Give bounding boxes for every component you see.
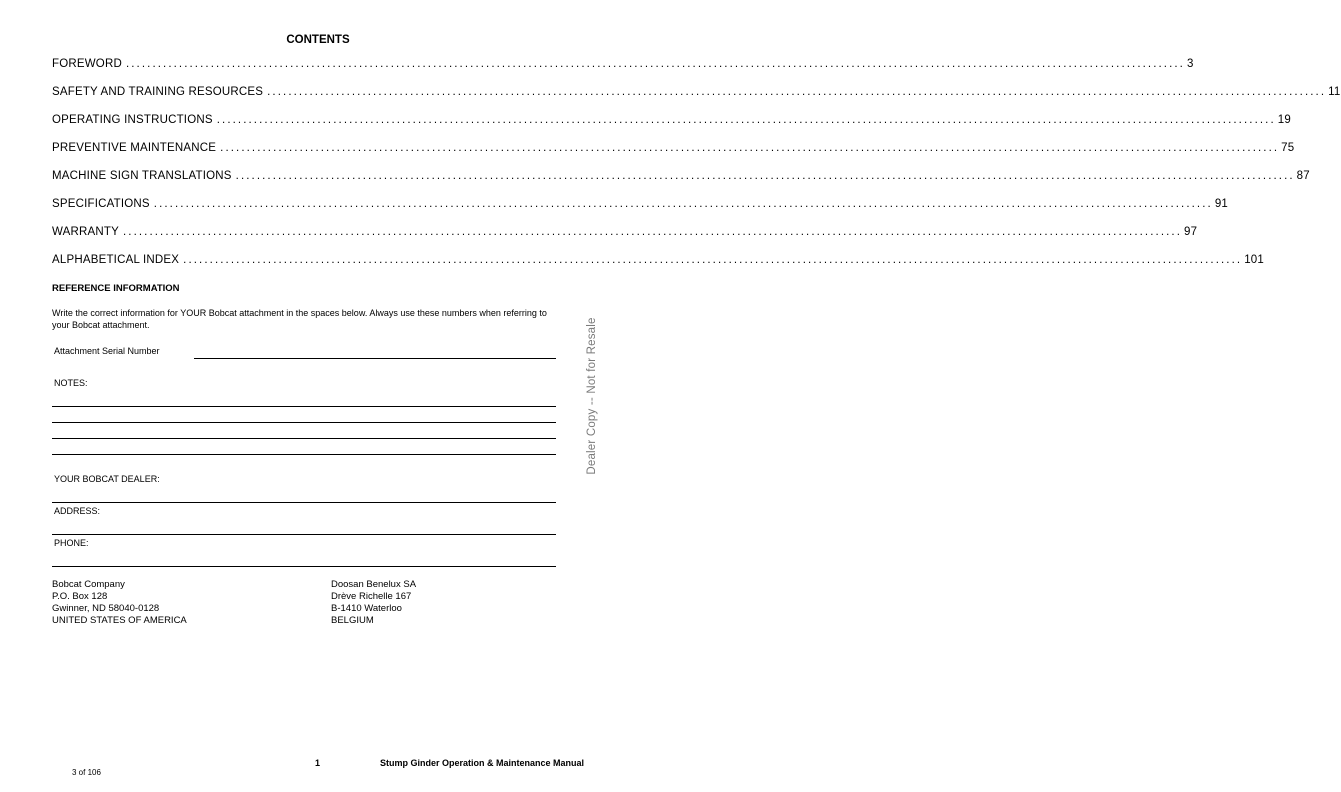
- toc-leader-dots: ........................................................................................................................................................................................................: [122, 226, 1182, 238]
- toc-entry-label: SPECIFICATIONS: [52, 198, 150, 210]
- notes-line[interactable]: [52, 422, 556, 423]
- address-label: ADDRESS:: [54, 506, 101, 516]
- address-line-text: Gwinner, ND 58040-0128: [52, 603, 160, 614]
- dealer-copy-watermark: Dealer Copy -- Not for Resale: [586, 317, 598, 475]
- toc-entry-sign-translations[interactable]: [52, 170, 1310, 198]
- toc-leader-dots: ........................................................................................................................................................................................................: [153, 198, 1213, 210]
- phone-label: PHONE:: [54, 538, 89, 548]
- address-line-text: Drève Richelle 167: [331, 591, 412, 602]
- dealer-line[interactable]: [52, 502, 556, 503]
- address-line[interactable]: [52, 534, 556, 535]
- notes-line[interactable]: [52, 454, 556, 455]
- toc-entry-label: FOREWORD: [52, 58, 122, 70]
- toc-leader-dots: ........................................................................................................................................................................................................: [235, 170, 1295, 182]
- toc-entry-operating[interactable]: [52, 114, 1291, 142]
- toc-entry-page: 3: [1186, 58, 1194, 70]
- reference-instructions: Write the correct information for YOUR Bobcat attachment in the spaces below. Always use these numbers when referring to your Bobcat attachment.: [52, 308, 547, 330]
- address-line-text: P.O. Box 128: [52, 591, 108, 602]
- serial-number-line[interactable]: [194, 358, 556, 359]
- address-line-text: UNITED STATES OF AMERICA: [52, 615, 187, 626]
- toc-entry-warranty[interactable]: [52, 226, 1198, 254]
- toc-entry-page: 11: [1328, 86, 1341, 98]
- toc-entry-label: SAFETY AND TRAINING RESOURCES: [52, 86, 264, 98]
- address-line-text: BELGIUM: [331, 615, 374, 626]
- toc-entry-maintenance[interactable]: [52, 142, 1295, 170]
- toc-leader-dots: ........................................................................................................................................................................................................: [267, 86, 1327, 98]
- reference-heading: REFERENCE INFORMATION: [52, 283, 180, 294]
- toc-entry-page: 19: [1277, 114, 1291, 126]
- toc-entry-label: WARRANTY: [52, 226, 119, 238]
- address-line-text: B-1410 Waterloo: [331, 603, 402, 614]
- toc-entry-page: 101: [1244, 254, 1264, 266]
- toc-entry-index[interactable]: [52, 254, 1264, 282]
- notes-line[interactable]: [52, 406, 556, 407]
- notes-line[interactable]: [52, 438, 556, 439]
- toc-entry-label: PREVENTIVE MAINTENANCE: [52, 142, 217, 154]
- footer-pdf-page: 3 of 106: [72, 768, 101, 777]
- notes-label: NOTES:: [54, 378, 88, 388]
- footer-page-number: 1: [315, 758, 321, 768]
- address-line-text: Doosan Benelux SA: [331, 579, 417, 590]
- toc-entry-safety[interactable]: [52, 86, 1341, 114]
- toc-leader-dots: ........................................................................................................................................................................................................: [125, 58, 1185, 70]
- toc-entry-page: 75: [1281, 142, 1295, 154]
- toc-entry-foreword[interactable]: [52, 58, 1194, 86]
- toc-entry-page: 97: [1184, 226, 1198, 238]
- phone-line[interactable]: [52, 566, 556, 567]
- toc-leader-dots: ........................................................................................................................................................................................................: [183, 254, 1243, 266]
- toc-entry-page: 87: [1296, 170, 1310, 182]
- footer-manual-title: Stump Ginder Operation & Maintenance Manual: [380, 758, 585, 768]
- europe-address: [331, 579, 416, 627]
- toc-entry-label: ALPHABETICAL INDEX: [52, 254, 180, 266]
- toc-entry-specifications[interactable]: [52, 198, 1229, 226]
- toc-entry-label: OPERATING INSTRUCTIONS: [52, 114, 213, 126]
- page-title: CONTENTS: [286, 34, 350, 46]
- us-address: [52, 579, 187, 627]
- dealer-label: YOUR BOBCAT DEALER:: [54, 474, 160, 484]
- toc-entry-page: 91: [1214, 198, 1229, 210]
- toc-leader-dots: ........................................................................................................................................................................................................: [220, 142, 1280, 154]
- table-of-contents: [52, 58, 1341, 282]
- serial-number-label: Attachment Serial Number: [54, 346, 160, 356]
- address-line-text: Bobcat Company: [52, 579, 125, 590]
- toc-leader-dots: ........................................................................................................................................................................................................: [216, 114, 1276, 126]
- toc-entry-label: MACHINE SIGN TRANSLATIONS: [52, 170, 232, 182]
